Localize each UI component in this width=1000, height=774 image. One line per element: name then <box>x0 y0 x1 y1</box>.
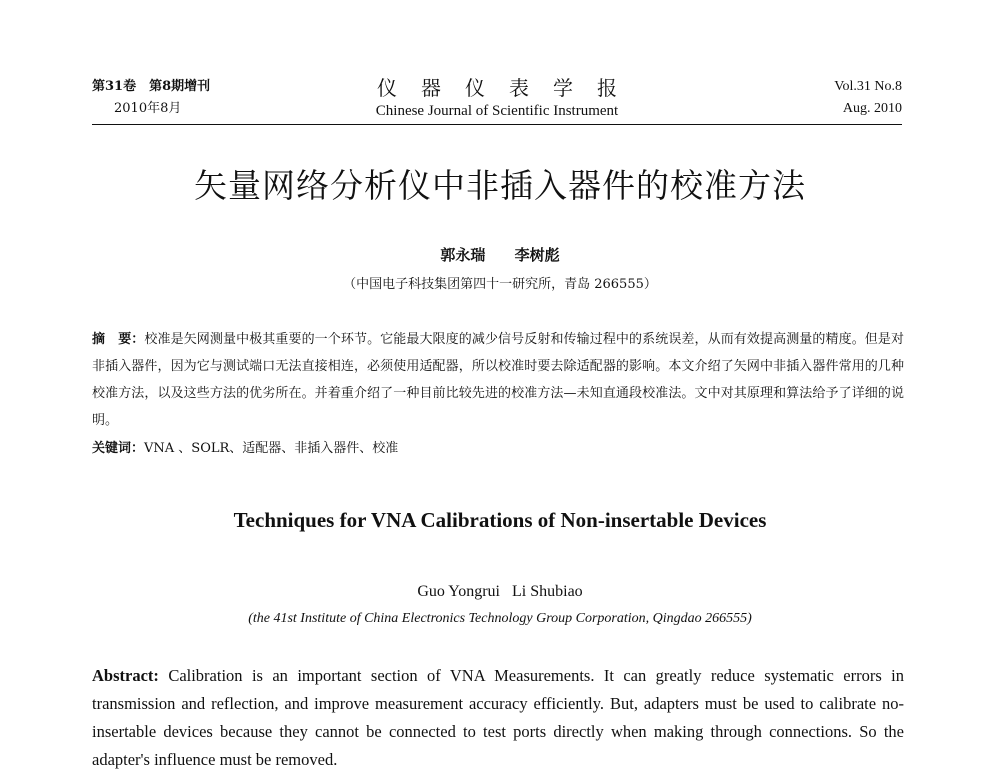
abstract-cn <box>92 326 904 434</box>
paper-title-en: Techniques for VNA Calibrations of Non-insertable Devices <box>233 508 767 532</box>
abstract-en-label: Abstract: <box>92 666 159 685</box>
abstract-en-text: Calibration is an important section of VNA Measurements. It can greatly reduce systematic errors in transmission and reflection, and improve measurement accuracy efficiently. But, adapters must be used to calibrate no-insertable devices because they cannot be connected to test ports directly when making through connections. So the adapter's influence must be removed. <box>92 666 905 769</box>
affiliation-en: (the 41st Institute of China Electronics Technology Group Corporation, Qingdao 266555) <box>248 611 752 626</box>
volume-en: Vol.31 No.8 <box>834 79 902 94</box>
author-en-1: Guo Yongrui <box>417 583 500 600</box>
header-volume-en <box>834 76 902 120</box>
publication-date-en: Aug. 2010 <box>842 101 902 116</box>
journal-name <box>92 76 902 122</box>
publication-date-cn: 2010年8月 <box>114 101 182 116</box>
abstract-cn-label: 摘 要： <box>92 332 145 347</box>
journal-name-cn: 仪器仪表学报 <box>377 76 641 100</box>
abstract-cn-text: 校准是矢网测量中极其重要的一个环节。它能最大限度的减少信号反射和传输过程中的系统误差，从而有效提高测量的精度。但是对非插入器件，因为它与测试端口无法直接相连，必须使用适配器，所以校准时要去除适配器的影响。本文介绍了矢网中非插入器件常用的几种校准方法，以及这些方法的优劣所在。并着重介绍了一种目前比较先进的校准方法—未知直通段校准法。文中对其原理和算法给予了详细的说明。 <box>92 332 904 428</box>
authors-en <box>0 583 1000 601</box>
author-cn-1: 郭永瑞 <box>440 246 486 264</box>
journal-name-en: Chinese Journal of Scientific Instrument <box>375 103 619 119</box>
journal-header <box>92 76 902 125</box>
volume-issue: 第31卷 第8期增刊 <box>92 79 211 94</box>
affiliation-cn: （中国电子科技集团第四十一研究所，青岛 266555） <box>343 277 657 292</box>
keywords-cn <box>92 437 398 461</box>
author-cn-2: 李树彪 <box>514 246 560 264</box>
authors-cn <box>0 244 1000 265</box>
keywords-cn-text: VNA 、SOLR、适配器、非插入器件、校准 <box>144 441 399 456</box>
author-en-2: Li Shubiao <box>512 583 583 600</box>
paper-title-cn: 矢量网络分析仪中非插入器件的校准方法 <box>194 166 806 205</box>
abstract-en <box>92 662 904 774</box>
keywords-cn-label: 关键词： <box>92 441 145 456</box>
